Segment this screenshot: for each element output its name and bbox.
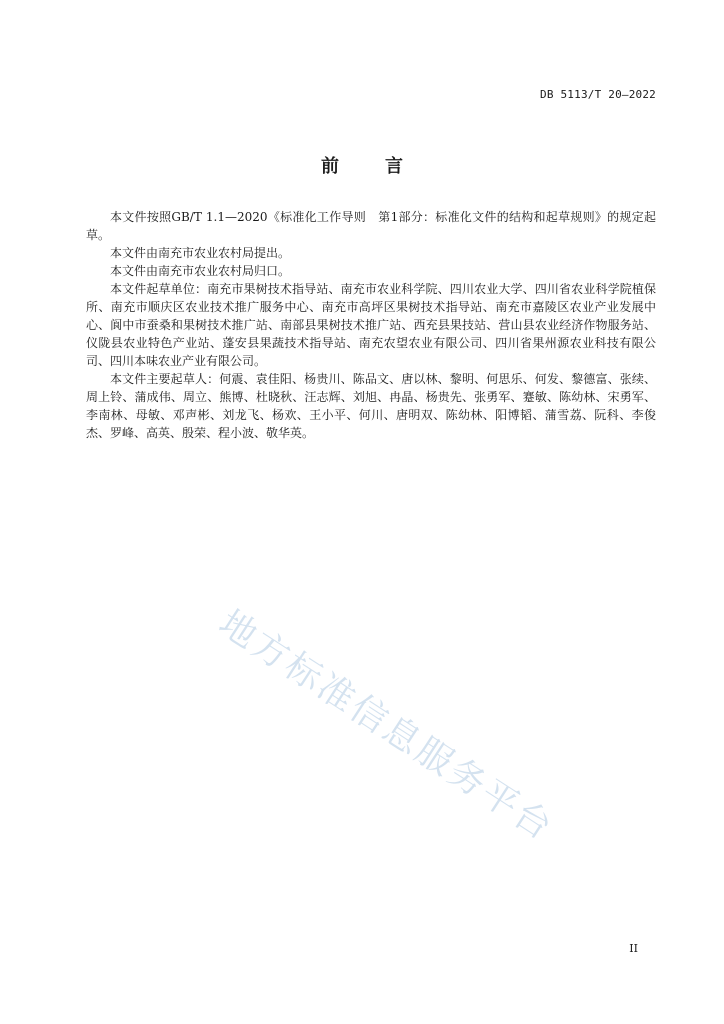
title-char-1: 前	[321, 156, 339, 177]
paragraph-drafting-basis: 本文件按照GB/T 1.1—2020《标准化工作导则 第1部分：标准化文件的结构和起草规则》的规定起草。	[86, 210, 656, 242]
paragraph-drafters: 本文件主要起草人：何震、袁佳阳、杨贵川、陈品文、唐以林、黎明、何思乐、何发、黎德富、张续、周上铃、蒲成伟、周立、熊博、杜晓秋、汪志辉、刘旭、冉晶、杨贵先、张勇军、蹇敏、陈幼林、宋勇军、李南林、母敏、邓声彬、刘龙飞、杨欢、王小平、何川、唐明双、陈幼林、阳博韬、蒲雪荔、阮科、李俊杰、罗峰、高英、殷荣、程小波、敬华英。	[86, 372, 656, 440]
document-code: DB 5113/T 20—2022	[540, 88, 656, 101]
watermark: 地方标准信息服务平台	[211, 602, 562, 850]
page-title	[0, 152, 724, 178]
paragraph-drafting-units: 本文件起草单位：南充市果树技术指导站、南充市农业科学院、四川农业大学、四川省农业科学院植保所、南充市顺庆区农业技术推广服务中心、南充市高坪区果树技术指导站、南充市嘉陵区农业产业发展中心、阆中市蚕桑和果树技术推广站、南部县果树技术推广站、西充县果技站、营山县农业经济作物服务站、仪陇县农业特色产业站、蓬安县果蔬技术指导站、南充农望农业有限公司、四川省果州源农业科技有限公司、四川本味农业产业有限公司。	[86, 282, 656, 368]
foreword-body	[86, 208, 656, 442]
title-char-2: 言	[385, 156, 403, 177]
paragraph-proposer: 本文件由南充市农业农村局提出。	[110, 246, 291, 260]
page-number: II	[629, 942, 638, 955]
paragraph-administrator: 本文件由南充市农业农村局归口。	[110, 264, 291, 278]
